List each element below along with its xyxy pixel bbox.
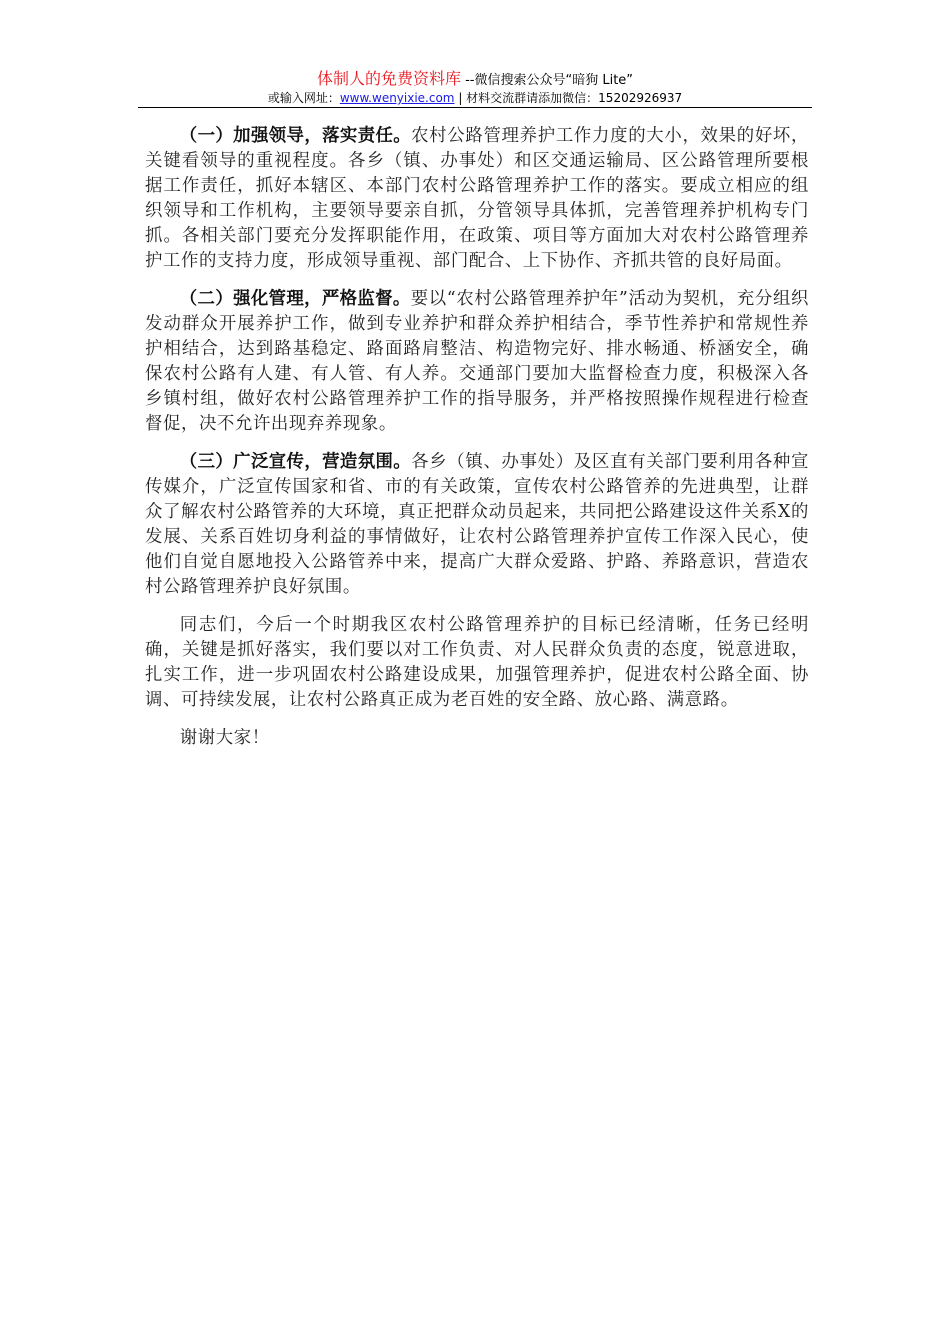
paragraph-thanks	[145, 726, 809, 751]
header-contact-line	[138, 90, 812, 107]
paragraph-closing	[145, 613, 809, 713]
paragraph-text: 农村公路管理养护工作力度的大小，效果的好坏，关键看领导的重视程度。各乡（镇、办事处）和区交通运输局、区公路管理所要根据工作责任，抓好本辖区、本部门农村公路管理养护工作的落实。要成立相应的组织领导和工作机构，主要领导要亲自抓，分管领导具体抓，完善管理养护机构专门抓。各相关部门要充分发挥职能作用，在政策、项目等方面加大对农村公路管理养护工作的支持力度，形成领导重视、部门配合、上下协作、齐抓共管的良好局面。	[145, 126, 810, 271]
paragraph-heading: （三）广泛宣传，营造氛围。	[179, 452, 412, 472]
paragraph-text: 要以“农村公路管理养护年”活动为契机，充分组织发动群众开展养护工作，做到专业养护和群众养护相结合，季节性养护和常规性养护相结合，达到路基稳定、路面路肩整洁、构造物完好、排水畅通、桥涵安全，确保农村公路有人建、有人管、有人养。交通部门要加大监督检查力度，积极深入各乡镇村组，做好农村公路管理养护工作的指导服务，并严格按照操作规程进行检查督促，决不允许出现弃养现象。	[145, 289, 809, 434]
paragraph-1	[145, 124, 809, 274]
header-tagline: --微信搜索公众号“暗狗 Lite”	[460, 73, 634, 88]
url-label: 或输入网址：	[267, 91, 340, 105]
paragraph-text: 各乡（镇、办事处）及区直有关部门要利用各种宣传媒介，广泛宣传国家和省、市的有关政策，宣传农村公路管养的先进典型，让群众了解农村公路管养的大环境，真正把群众动员起来，共同把公路建设这件关系X的发展、关系百姓切身利益的事情做好，让农村公路管理养护宣传工作深入民心，使他们自觉自愿地投入公路管养中来，提高广大群众爱路、护路、养路意识，营造农村公路管理养护良好氛围。	[145, 452, 810, 597]
contact-info: | 材料交流群请添加微信：15202926937	[454, 91, 683, 105]
brand-title: 体制人的免费资料库	[316, 69, 461, 88]
document-body	[145, 124, 809, 764]
paragraph-2	[145, 287, 809, 437]
header-divider	[138, 107, 812, 108]
paragraph-heading: （一）加强领导，落实责任。	[179, 126, 412, 146]
paragraph-3	[145, 450, 809, 600]
paragraph-text: 谢谢大家！	[179, 728, 270, 748]
paragraph-heading: （二）强化管理，严格监督。	[179, 289, 411, 309]
website-link[interactable]: www.wenyixie.com	[339, 91, 455, 105]
paragraph-text: 同志们，今后一个时期我区农村公路管理养护的目标已经清晰，任务已经明确，关键是抓好落实，我们要以对工作负责、对人民群众负责的态度，锐意进取，扎实工作，进一步巩固农村公路建设成果，加强管理养护，促进农村公路全面、协调、可持续发展，让农村公路真正成为老百姓的安全路、放心路、满意路。	[145, 615, 809, 710]
page-header	[138, 70, 812, 107]
header-title-line	[138, 70, 812, 90]
